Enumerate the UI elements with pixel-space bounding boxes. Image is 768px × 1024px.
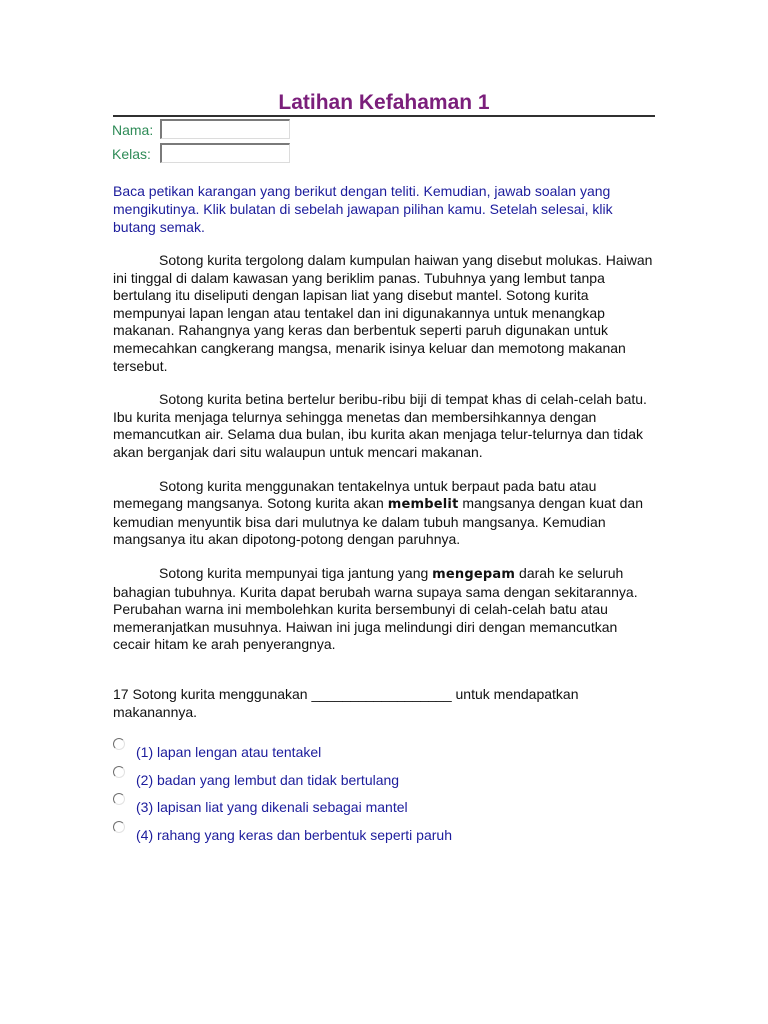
answer-radio-4[interactable] xyxy=(113,821,125,833)
page-title: Latihan Kefahaman 1 xyxy=(278,91,490,114)
answer-option-2 xyxy=(113,766,658,794)
answer-option-1 xyxy=(113,738,658,766)
answer-label-3[interactable]: (3) lapisan liat yang dikenali sebagai mantel xyxy=(136,799,408,815)
instructions-text: Baca petikan karangan yang berikut dengan teliti. Kemudian, jawab soalan yang mengikutinya. Klik bulatan di sebelah jawapan pilihan kamu. Setelah selesai, klik butang semak. xyxy=(113,183,613,235)
name-label: Nama: xyxy=(112,122,154,138)
answer-label-1[interactable]: (1) lapan lengan atau tentakel xyxy=(136,744,322,760)
title-divider xyxy=(113,115,655,117)
comprehension-passage xyxy=(113,252,658,670)
paragraph-3-text-end: mangsanya dengan kuat dan kemudian menyuntik bisa dari mulutnya ke dalam tubuh mangsanya. Kemudian mangsanya itu akan dipotong-potong dengan paruhnya. xyxy=(113,495,643,548)
answer-radio-3[interactable] xyxy=(113,793,125,805)
answer-radio-2[interactable] xyxy=(113,766,125,778)
answer-option-4 xyxy=(113,821,658,849)
class-label: Kelas: xyxy=(112,146,151,162)
answer-option-3 xyxy=(113,793,658,821)
paragraph-4-text-end: darah ke seluruh bahagian tubuhnya. Kurita dapat berubah warna supaya sama dengan sekitarannya. Perubahan warna ini membolehkan kurita bersembunyi di celah-celah batu atau memeranjatkan musuhnya. Haiwan ini juga melindungi diri dengan memancutkan cecair hitam ke arah penyerangnya. xyxy=(113,564,638,653)
answer-radio-1[interactable] xyxy=(113,738,125,750)
passage-paragraph-3 xyxy=(113,478,658,549)
passage-paragraph-2: Sotong kurita betina bertelur beribu-ribu biji di tempat khas di celah-celah batu. Ibu kurita menjaga telurnya sehingga menetas dan membersihkannya dengan memancutkan air. Selama dua bulan, ibu kurita akan menjaga telur-telurnya dan tidak akan berganjak dari situ walaupun untuk mencari makanan. xyxy=(113,391,647,460)
keyword-mengepam: mengepam xyxy=(432,566,516,582)
paragraph-3-text-start: Sotong kurita menggunakan tentakelnya untuk berpaut pada batu atau memegang mangsanya. Sotong kurita akan xyxy=(113,477,597,512)
answer-label-4[interactable]: (4) rahang yang keras dan berbentuk seperti paruh xyxy=(136,826,452,843)
name-input[interactable] xyxy=(160,119,290,139)
passage-paragraph-1: Sotong kurita tergolong dalam kumpulan haiwan yang disebut molukas. Haiwan ini tinggal di dalam kawasan yang beriklim panas. Tubuhnya yang lembut tanpa bertulang itu diseliputi dengan lapisan liat yang disebut mantel. Sotong kurita mempunyai lapan lengan atau tentakel dan ini digunakannya untuk menangkap makanan. Rahangnya yang keras dan berbentuk seperti paruh digunakan untuk memecahkan cangkerang mangsa, menarik isinya keluar dan memotong makanan tersebut. xyxy=(113,252,653,374)
passage-paragraph-4 xyxy=(113,565,658,654)
answer-label-2[interactable]: (2) badan yang lembut dan tidak bertulang xyxy=(136,771,400,788)
keyword-membelit: membelit xyxy=(387,497,459,513)
class-input[interactable] xyxy=(160,143,290,163)
answer-options xyxy=(113,738,658,848)
question-text: 17 Sotong kurita menggunakan __________________ untuk mendapatkan makanannya. xyxy=(113,686,579,720)
paragraph-4-text-start: Sotong kurita mempunyai tiga jantung yang xyxy=(159,564,433,581)
